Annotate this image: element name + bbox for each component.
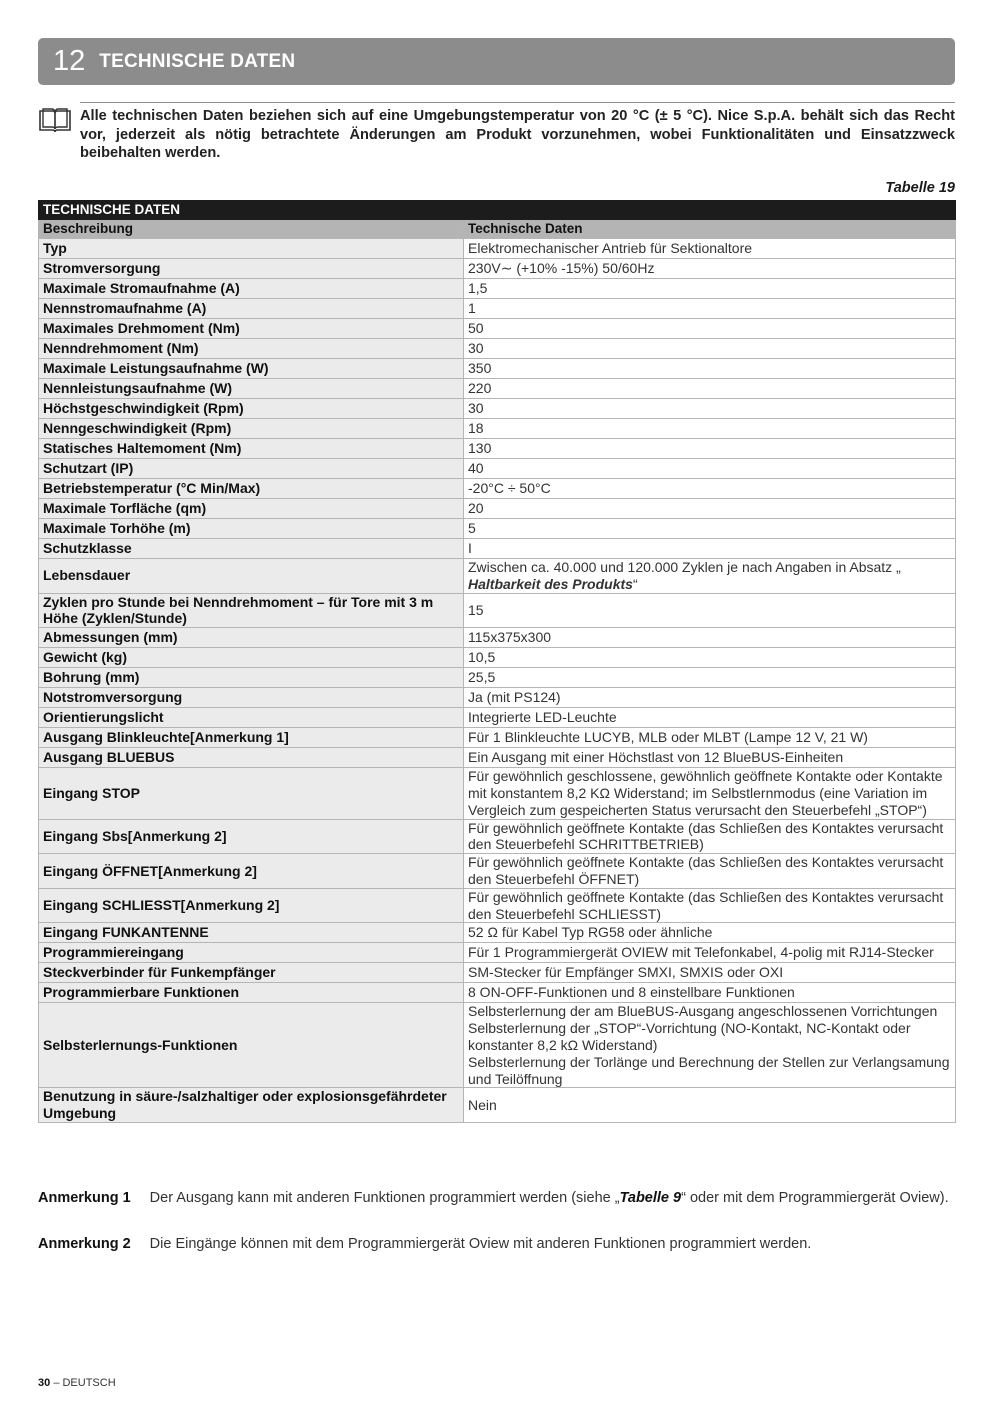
row-value: 25,5 <box>464 668 956 688</box>
row-label: Ausgang Blinkleuchte[Anmerkung 1] <box>39 728 464 748</box>
row-value: 30 <box>464 399 956 419</box>
row-label: Maximale Stromaufnahme (A) <box>39 279 464 299</box>
row-value-text-end: “ <box>632 575 638 592</box>
row-value: SM-Stecker für Empfänger SMXI, SMXIS oder OXI <box>464 963 956 983</box>
table-row <box>39 923 956 943</box>
table-header-row <box>39 220 956 239</box>
table-row <box>39 854 956 889</box>
row-label: Maximales Drehmoment (Nm) <box>39 319 464 339</box>
table-row <box>39 239 956 259</box>
row-label: Zyklen pro Stunde bei Nenndrehmoment – für Tore mit 3 m Höhe (Zyklen/Stunde) <box>39 593 464 628</box>
row-label: Stromversorgung <box>39 259 464 279</box>
table-row <box>39 748 956 768</box>
row-value: 5 <box>464 519 956 539</box>
footnote-2 <box>38 1235 955 1253</box>
row-value: Elektromechanischer Antrieb für Sektionaltore <box>464 239 956 259</box>
row-label: Eingang STOP <box>39 768 464 819</box>
table-row <box>39 1088 956 1123</box>
table-row <box>39 768 956 819</box>
footnote-label: Anmerkung 2 <box>38 1236 131 1252</box>
row-value <box>464 559 956 594</box>
row-label: Selbsterlernungs-Funktionen <box>39 1003 464 1088</box>
table-row <box>39 299 956 319</box>
row-label: Nennleistungsaufnahme (W) <box>39 379 464 399</box>
row-label: Eingang ÖFFNET[Anmerkung 2] <box>39 854 464 889</box>
footnote-1 <box>38 1189 955 1207</box>
row-value: 15 <box>464 593 956 628</box>
row-label: Schutzart (IP) <box>39 459 464 479</box>
footer-language: – DEUTSCH <box>53 1377 116 1389</box>
manual-book-icon <box>38 107 72 133</box>
row-value: Für 1 Blinkleuchte LUCYB, MLB oder MLBT (Lampe 12 V, 21 W) <box>464 728 956 748</box>
section-title: TECHNISCHE DATEN <box>99 50 296 72</box>
row-label: Maximale Torfläche (qm) <box>39 499 464 519</box>
table-row <box>39 539 956 559</box>
row-value: 130 <box>464 439 956 459</box>
table-row <box>39 519 956 539</box>
page-number: 30 <box>38 1377 51 1389</box>
row-label: Maximale Torhöhe (m) <box>39 519 464 539</box>
row-label: Programmierbare Funktionen <box>39 983 464 1003</box>
table-caption: Tabelle 19 <box>885 180 955 196</box>
footnote-label: Anmerkung 1 <box>38 1190 131 1206</box>
section-number: 12 <box>53 45 86 77</box>
table-row <box>39 888 956 923</box>
table-row <box>39 499 956 519</box>
table-row <box>39 728 956 748</box>
row-value: -20°C ÷ 50°C <box>464 479 956 499</box>
row-value: Integrierte LED-Leuchte <box>464 708 956 728</box>
row-label: Schutzklasse <box>39 539 464 559</box>
table-row <box>39 339 956 359</box>
row-value: Ja (mit PS124) <box>464 688 956 708</box>
row-value: I <box>464 539 956 559</box>
row-value: Für gewöhnlich geöffnete Kontakte (das Schließen des Kontaktes verursacht den Steuerbefehl SCHLIESST) <box>464 888 956 923</box>
table-row <box>39 439 956 459</box>
row-label: Bohrung (mm) <box>39 668 464 688</box>
row-value: 18 <box>464 419 956 439</box>
table-row <box>39 943 956 963</box>
row-label: Betriebstemperatur (°C Min/Max) <box>39 479 464 499</box>
table-row <box>39 983 956 1003</box>
table-row <box>39 359 956 379</box>
table-row <box>39 259 956 279</box>
row-label: Steckverbinder für Funkempfänger <box>39 963 464 983</box>
footnote-text: Die Eingänge können mit dem Programmiergerät Oview mit anderen Funktionen programmiert werden. <box>149 1236 812 1252</box>
row-value: 20 <box>464 499 956 519</box>
table-row <box>39 668 956 688</box>
row-label: Lebensdauer <box>39 559 464 594</box>
row-value: 1,5 <box>464 279 956 299</box>
note-divider <box>80 102 955 103</box>
column-header-description: Beschreibung <box>39 220 464 239</box>
table-row <box>39 419 956 439</box>
row-value: 8 ON-OFF-Funktionen und 8 einstellbare Funktionen <box>464 983 956 1003</box>
page-footer <box>38 1377 116 1389</box>
row-value: 220 <box>464 379 956 399</box>
table-row <box>39 559 956 594</box>
row-label: Nenngeschwindigkeit (Rpm) <box>39 419 464 439</box>
row-label: Eingang FUNKANTENNE <box>39 923 464 943</box>
general-note: Alle technischen Daten beziehen sich auf eine Umgebungstemperatur von 20 °C (± 5 °C). Nice S.p.A. behält sich das Recht vor, jederzeit als nötig betrachtete Änderungen am Produkt vorzunehmen, wobei Funktionalitäten und Einsatzzweck beibehalten werden. <box>80 108 955 161</box>
row-label: Eingang Sbs[Anmerkung 2] <box>39 819 464 854</box>
row-value: 1 <box>464 299 956 319</box>
row-value: 10,5 <box>464 648 956 668</box>
row-value-reference: Haltbarkeit des Produkts <box>468 575 633 592</box>
row-label: Nenndrehmoment (Nm) <box>39 339 464 359</box>
table-row <box>39 479 956 499</box>
row-label: Notstromversorgung <box>39 688 464 708</box>
row-label: Programmiereingang <box>39 943 464 963</box>
table-title-row <box>39 201 956 220</box>
row-label: Höchstgeschwindigkeit (Rpm) <box>39 399 464 419</box>
table-row <box>39 593 956 628</box>
table-row <box>39 648 956 668</box>
row-value-text: Zwischen ca. 40.000 und 120.000 Zyklen je nach Angaben in Absatz „ <box>468 559 901 575</box>
table-row <box>39 628 956 648</box>
row-label: Abmessungen (mm) <box>39 628 464 648</box>
row-value: Nein <box>464 1088 956 1123</box>
row-value: Für gewöhnlich geöffnete Kontakte (das Schließen des Kontaktes verursacht den Steuerbefehl ÖFFNET) <box>464 854 956 889</box>
column-header-data: Technische Daten <box>464 220 956 239</box>
table-row <box>39 819 956 854</box>
row-value: 230V∼ (+10% -15%) 50/60Hz <box>464 259 956 279</box>
row-value: 115x375x300 <box>464 628 956 648</box>
row-label: Typ <box>39 239 464 259</box>
row-label: Orientierungslicht <box>39 708 464 728</box>
row-value: 40 <box>464 459 956 479</box>
table-row <box>39 379 956 399</box>
row-value: Für 1 Programmiergerät OVIEW mit Telefonkabel, 4-polig mit RJ14-Stecker <box>464 943 956 963</box>
footnote-text-end: “ oder mit dem Programmiergerät Oview). <box>681 1190 949 1206</box>
table-title: TECHNISCHE DATEN <box>39 201 956 220</box>
table-row <box>39 399 956 419</box>
row-value: 52 Ω für Kabel Typ RG58 oder ähnliche <box>464 923 956 943</box>
row-label: Statisches Haltemoment (Nm) <box>39 439 464 459</box>
table-row <box>39 688 956 708</box>
row-value: 30 <box>464 339 956 359</box>
row-label: Nennstromaufnahme (A) <box>39 299 464 319</box>
table-row <box>39 319 956 339</box>
technical-data-table <box>38 200 956 1123</box>
row-label: Ausgang BLUEBUS <box>39 748 464 768</box>
row-label: Gewicht (kg) <box>39 648 464 668</box>
row-label: Maximale Leistungsaufnahme (W) <box>39 359 464 379</box>
row-value: Für gewöhnlich geöffnete Kontakte (das Schließen des Kontaktes verursacht den Steuerbefehl SCHRITTBETRIEB) <box>464 819 956 854</box>
section-header <box>38 38 955 85</box>
row-value: Ein Ausgang mit einer Höchstlast von 12 BlueBUS-Einheiten <box>464 748 956 768</box>
row-label: Benutzung in säure-/salzhaltiger oder explosionsgefährdeter Umgebung <box>39 1088 464 1123</box>
table-row <box>39 459 956 479</box>
footnote-reference: Tabelle 9 <box>619 1190 682 1206</box>
row-value: Selbsterlernung der am BlueBUS-Ausgang angeschlossenen Vorrichtungen Selbsterlernung der „STOP“-Vorrichtung (NO-Kontakt, NC-Kontakt oder konstanter 8,2 kΩ Widerstand) Selbsterlernung der Torlänge und Berechnung der Stellen zur Verlangsamung und Teilöffnung <box>464 1003 956 1088</box>
row-value: Für gewöhnlich geschlossene, gewöhnlich geöffnete Kontakte oder Kontakte mit konstantem 8,2 KΩ Widerstand; im Selbstlernmodus (eine Variation im Vergleich zum gespeicherten Status verursacht den Steuerbefehl „STOP“) <box>464 768 956 819</box>
table-row <box>39 963 956 983</box>
row-label: Eingang SCHLIESST[Anmerkung 2] <box>39 888 464 923</box>
row-value: 50 <box>464 319 956 339</box>
table-row <box>39 708 956 728</box>
row-value: 350 <box>464 359 956 379</box>
table-row <box>39 1003 956 1088</box>
table-row <box>39 279 956 299</box>
footnote-text: Der Ausgang kann mit anderen Funktionen programmiert werden (siehe „ <box>149 1190 620 1206</box>
